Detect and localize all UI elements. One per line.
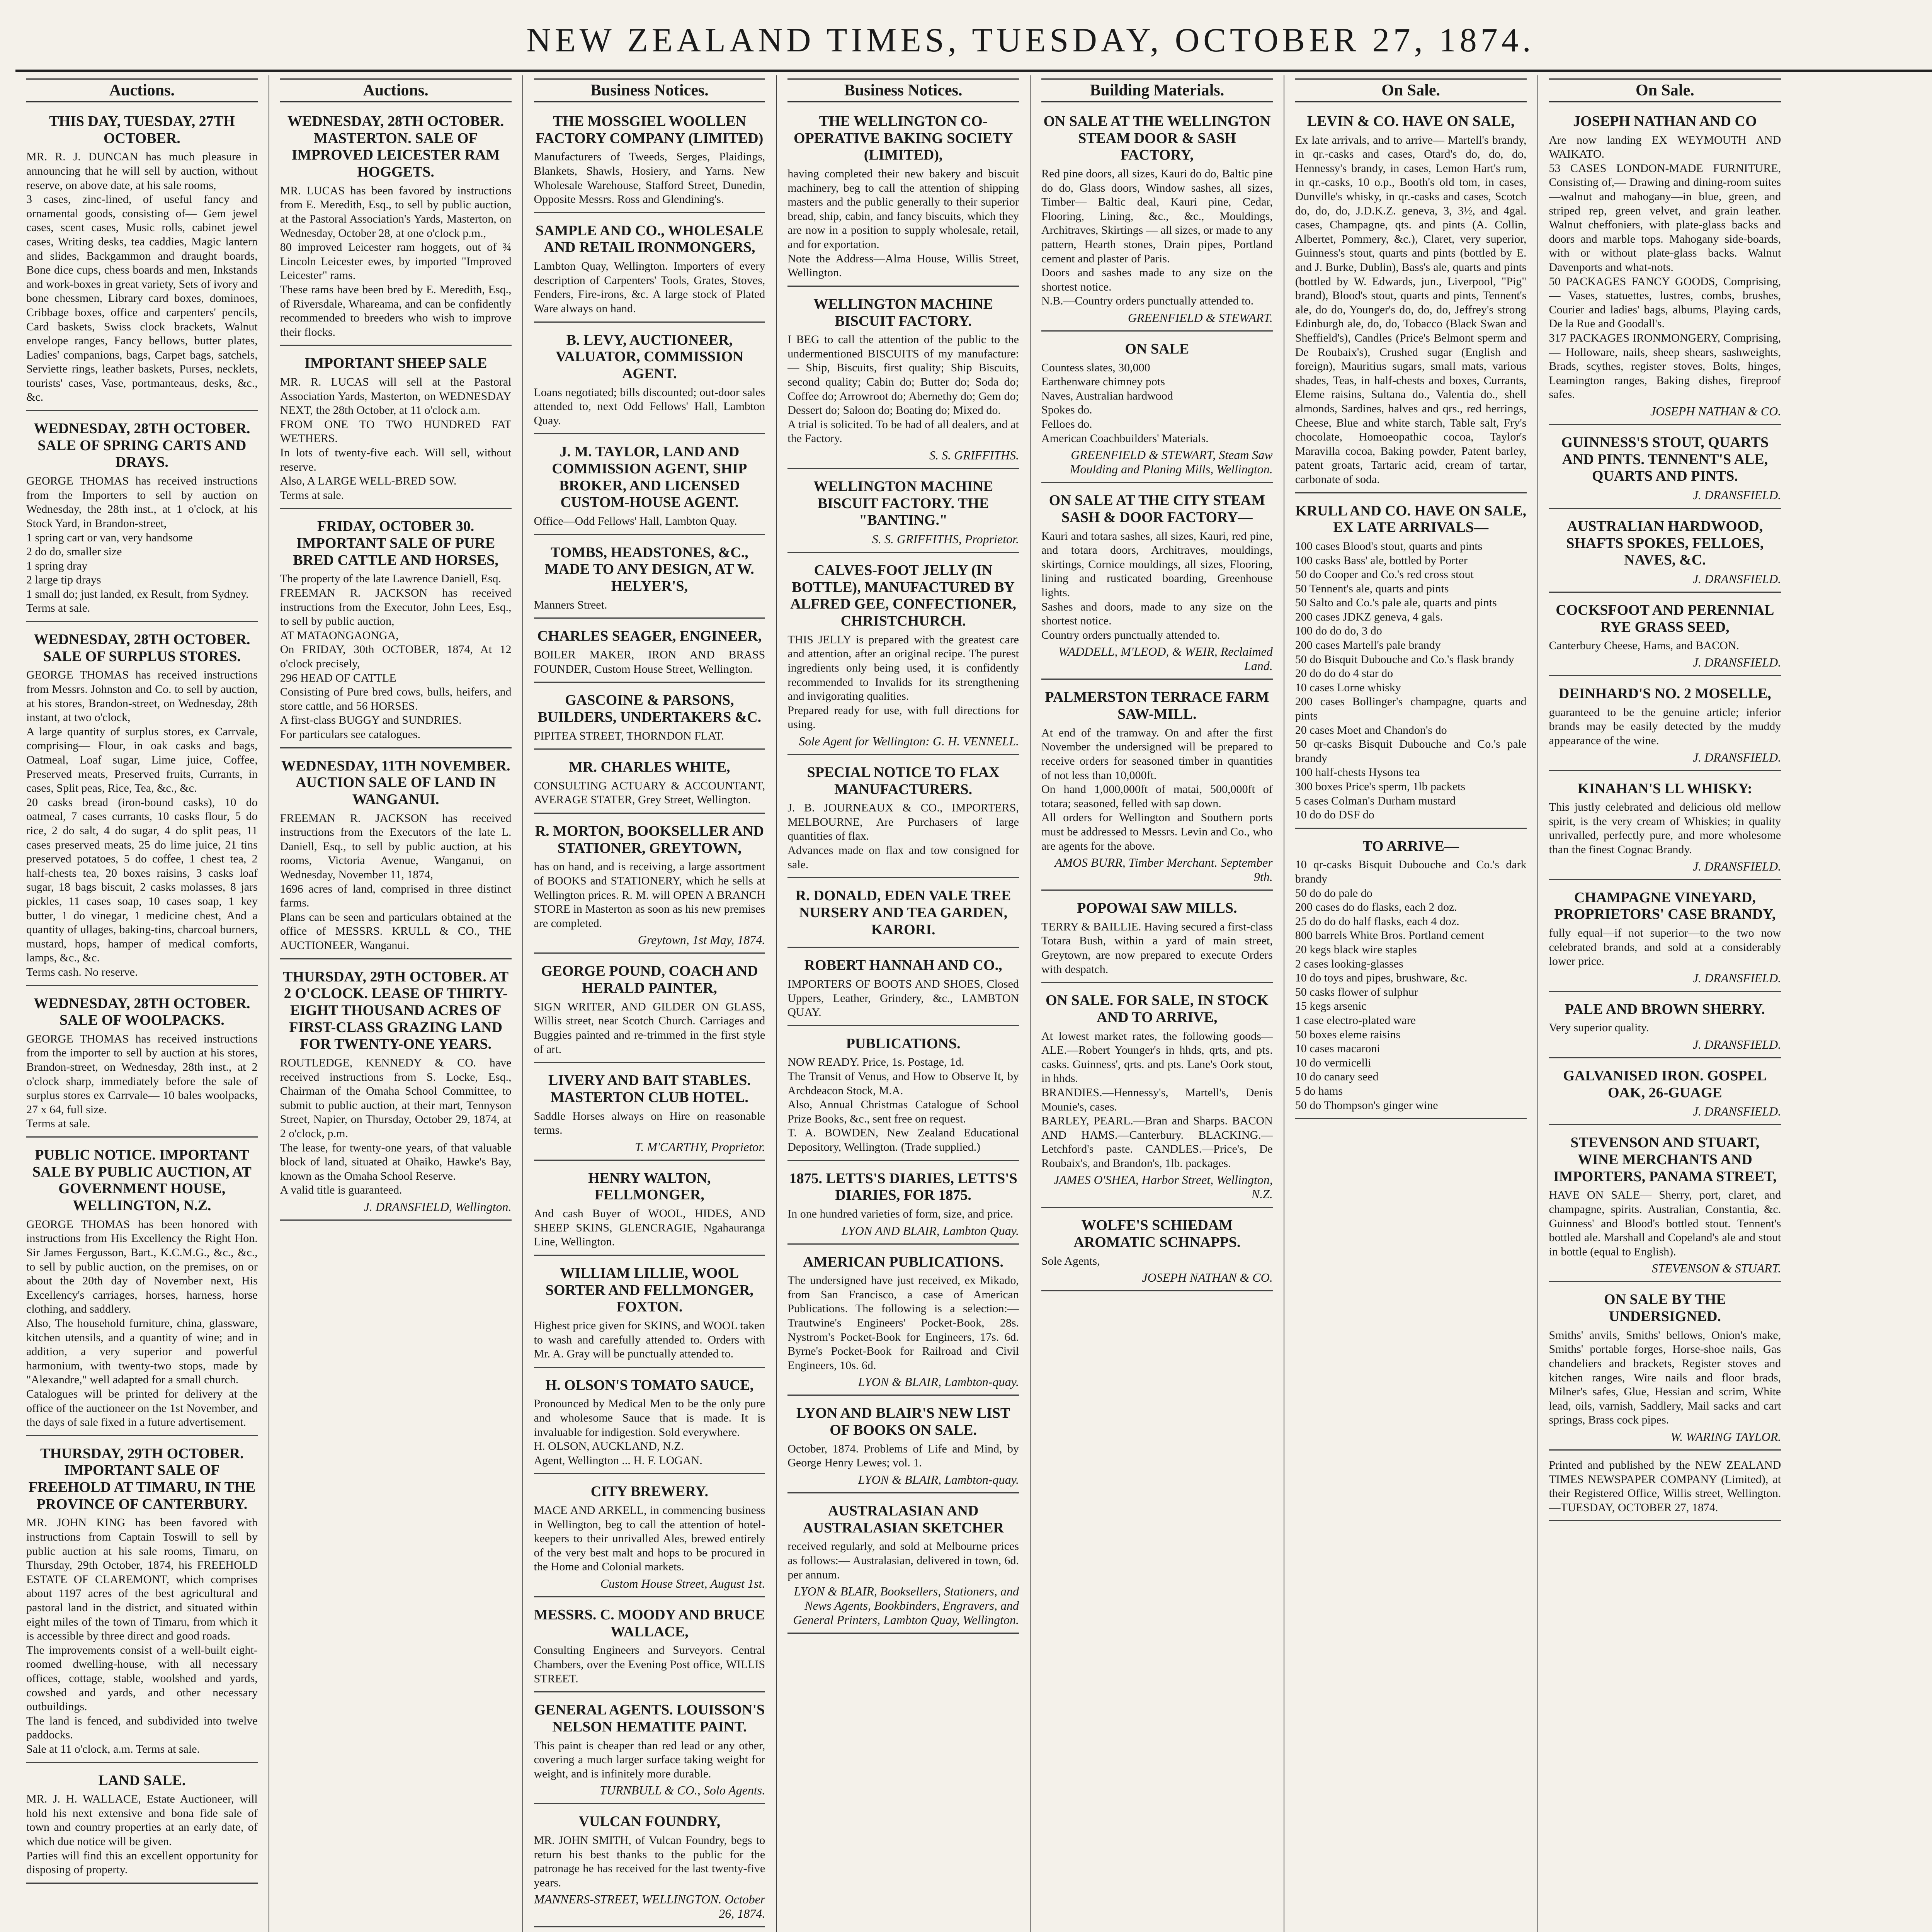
advertisement-heading: GEORGE POUND, COACH AND HERALD PAINTER, xyxy=(541,963,758,997)
advertisement-body: This paint is cheaper than red lead or any other, covering a much larger surface taking weight for weight, and is infinitely more durable. xyxy=(534,1739,765,1780)
advertisement-heading: ON SALE. FOR SALE, IN STOCK AND TO ARRIVE, xyxy=(1045,992,1269,1026)
advertisement-heading: LEVIN & CO. HAVE ON SALE, xyxy=(1307,113,1515,129)
advertisement xyxy=(1549,429,1781,509)
advertisement xyxy=(1549,884,1781,992)
advertisement-body: MR. R. LUCAS will sell at the Pastoral Association Yards, Masterton, on WEDNESDAY NEXT, the 28th October, at 11 o'clock a.m. FROM ONE TO TWO HUNDRED FAT WETHERS. In lots of twenty-five each. Will sell, without reserve. Also, A LARGE WELL-BRED SOW. Terms at sale. xyxy=(280,375,512,502)
advertisement-heading: COCKSFOOT AND PERENNIAL RYE GRASS SEED, xyxy=(1556,602,1774,635)
advertisement-body: Ex late arrivals, and to arrive— Martell's brandy, in qr.-casks and cases, Otard's do, do, do, Hennessy's brandy, in cases, Lemon Hart's rum, in qr.-casks, 10 o.p., Booth's old tom, in cases, Dunville's whisky, in qr.-casks and cases, Scotch do, do, do, J.D.K.Z. geneva, 3, 3½, and 4gal. cases, Champagne, qts. and pints (A. Collin, Albertet, Pommery, &c.), Claret, very superior, Guinness's stout, quarts and pints (bottled by E. and J. Burke, Dublin), Bass's ale, quarts and pints (bottled by W. Edwards, jun., Liverpool, "Pig" brand), Blood's stout, quarts and pints, Tennent's ale, do do, Younger's do, do, do, Jeffrey's strong Edinburgh ale, do, do, Tobacco (Black Swan and Sheffield's), Candles (Price's Belmont sperm and De Roubaix's), Crushed sugar (English and foreign), Mauritius sugars, small mats, various shades, Teas, in half-chests and boxes, Currants, Eleme raisins, Sultana do., Valentia do., shell almonds, Sardines, halves and qrs., red herrings, Cheese, Blue and white starch, Table salt, Fry's chocolate, Homoeopathic cocoa, Taylor's Maravilla cocoa, Baking powder, Patent barley, patent groats, Tartaric acid, cream of tartar, carbonate of soda. xyxy=(1295,133,1527,486)
advertisement-sign: J. DRANSFIELD. xyxy=(1692,1037,1781,1052)
advertisement-heading: MESSRS. C. MOODY AND BRUCE WALLACE, xyxy=(534,1607,765,1640)
advertisement xyxy=(534,1696,765,1804)
advertisement xyxy=(1549,1454,1781,1521)
section-heading: Auctions. xyxy=(280,78,512,102)
advertisement xyxy=(1041,684,1273,891)
advertisement-sign: W. WARING TAYLOR. xyxy=(1670,1429,1781,1444)
advertisement-sign: J. DRANSFIELD. xyxy=(1692,572,1781,586)
advertisement-body: NOW READY. Price, 1s. Postage, 1d. The Transit of Venus, and How to Observe It, by Archdeacon Stock, M.A. Also, Annual Christmas Catalogue of School Prize Books, &c., sent free on request. T. A. BOWDEN, New Zealand Educational Depository, Wellington. (Trade supplied.) xyxy=(787,1056,1019,1154)
advertisement-body: MR. R. J. DUNCAN has much pleasure in announcing that he will sell by auction, without reserve, on above date, at his sale rooms, 3 cases, zinc-lined, of useful fancy and ornamental goods, consisting of— Gem jewel cases, scent cases, Music rolls, cabinet jewel cases, Writing desks, tea caddies, Magic lantern and slides, Backgammon and draught boards, Bone dice cups, chess boards and men, Inkstands and work-boxes in great variety, Sets of ivory and bone chessmen, Library card boxes, dominoes, Cribbage boxes, office and carpenters' pencils, Card baskets, Swiss clock brackets, Walnut envelope ranges, Fancy bellows, butter plates, Ladies' companions, bags, Carpet bags, satchels, Serviette rings, leather baskets, Purses, necklets, tourists' cases, Vase, portmanteaus, desks, &c., &c. xyxy=(26,150,258,404)
advertisement xyxy=(1549,1129,1781,1282)
advertisement xyxy=(1549,513,1781,593)
advertisement-heading: J. M. TAYLOR, LAND AND COMMISSION AGENT, SHIP BROKER, AND LICENSED CUSTOM-HOUSE AGENT. xyxy=(552,444,747,511)
advertisement-heading: GASCOINE & PARSONS, BUILDERS, UNDERTAKERS &C. xyxy=(537,692,762,725)
advertisement xyxy=(26,1141,258,1436)
advertisement-heading: AUSTRALASIAN AND AUSTRALASIAN SKETCHER xyxy=(803,1503,1004,1536)
advertisement xyxy=(787,1165,1019,1245)
advertisement-body: Manners Street. xyxy=(534,598,607,611)
section-heading: Building Materials. xyxy=(1041,78,1273,102)
column-4 xyxy=(777,75,1031,1932)
advertisement-body: GEORGE THOMAS has received instructions from Messrs. Johnston and Co. to sell by auction, at his stores, Brandon-street, on Wednesday, 28th instant, at two o'clock, A large quantity of surplus stores, ex Carrvale, comprising— Flour, in oak casks and bags, Oatmeal, Loaf sugar, Lime juice, Coffee, Preserved meats, Preserved fruits, Currants, in cases, Split peas, Rice, Tea, &c., &c. 20 casks bread (iron-bound casks), 10 do oatmeal, 7 cases currants, 10 casks flour, 5 do rice, 2 do salt, 4 do sugar, 4 do split peas, 11 cases preserved meats, 25 do lime juice, 21 tins preserved potatoes, 5 do coffee, 1 chest tea, 2 half-chests tea, 20 boxes raisins, 3 casks loaf sugar, 18 bags biscuit, 2 casks molasses, 8 jars pickles, 11 cases soap, 10 cases soap, 1 key butter, 1 do vinegar, 1 medicine chest, And a quantity of ullages, baking-tins, charcoal burners, mustard, hops, hamper of medical comforts, lamps, &c., &c. Terms cash. No reserve. xyxy=(26,668,258,978)
advertisement-heading: ON SALE AT THE CITY STEAM SASH & DOOR FACTORY— xyxy=(1049,492,1265,526)
advertisement xyxy=(787,108,1019,287)
advertisement xyxy=(1549,1286,1781,1451)
advertisement-sign: J. DRANSFIELD. xyxy=(1692,488,1781,502)
advertisement-heading: SPECIAL NOTICE TO FLAX MANUFACTURERS. xyxy=(807,764,1000,798)
advertisement-sign: JAMES O'SHEA, Harbor Street, Wellington, N.Z. xyxy=(1053,1173,1273,1201)
advertisement-body: SIGN WRITER, AND GILDER ON GLASS, Willis street, near Scotch Church. Carriages and Buggies painted and re-trimmed in the first style of art. xyxy=(534,1000,765,1056)
advertisement xyxy=(280,350,512,509)
advertisement xyxy=(26,990,258,1138)
advertisement-heading: 1875. LETTS'S DIARIES, LETTS'S DIARIES, FOR 1875. xyxy=(789,1170,1017,1204)
advertisement-body: At lowest market rates, the following goods— ALE.—Robert Younger's in hhds, qrts, and pts. casks. Guinness', qrts. and pts. Lane's Oork stout, in hhds. BRANDIES.—Hennessy's, Martell's, Denis Mounie's, cases. BARLEY, PEARL.—Bran and Sharps. BACON AND HAMS.—Canterbury. BLACKING.—Letchford's paste. CANDLES.—Price's, De Roubaix's, and Brandon's, 1lb. packages. xyxy=(1041,1029,1273,1170)
advertisement-heading: PUBLIC NOTICE. IMPORTANT SALE BY PUBLIC AUCTION, AT GOVERNMENT HOUSE, WELLINGTON, N.Z. xyxy=(32,1147,252,1214)
advertisement xyxy=(534,1808,765,1927)
advertisement-sign: Sole Agent for Wellington: G. H. VENNELL. xyxy=(799,734,1019,748)
advertisement xyxy=(1041,487,1273,680)
advertisement-heading: R. DONALD, EDEN VALE TREE NURSERY AND TEA GARDEN, KARORI. xyxy=(795,888,1011,938)
advertisement xyxy=(280,963,512,1221)
advertisement-heading: AMERICAN PUBLICATIONS. xyxy=(803,1253,1003,1270)
advertisement xyxy=(787,1400,1019,1493)
advertisement-heading: STEVENSON AND STUART, WINE MERCHANTS AND IMPORTERS, PANAMA STREET, xyxy=(1553,1134,1777,1185)
column-6 xyxy=(1284,75,1538,1932)
advertisement-body: Pronounced by Medical Men to be the only pure and wholesome Sauce that is made. It is invaluable for indigestion. Sold everywhere. H. OLSON, AUCKLAND, N.Z. Agent, Wellington ... H. F. LOGAN. xyxy=(534,1397,765,1467)
column-3 xyxy=(523,75,777,1932)
advertisement xyxy=(26,415,258,622)
advertisement-body: BOILER MAKER, IRON AND BRASS FOUNDER, Custom House Street, Wellington. xyxy=(534,648,765,675)
advertisement-sign: T. M'CARTHY, Proprietor. xyxy=(634,1139,765,1154)
advertisement-sign: LYON & BLAIR, Booksellers, Stationers, and News Agents, Bookbinders, Engravers, and General Printers, Lambton Quay, Wellington. xyxy=(793,1584,1019,1627)
advertisement xyxy=(534,622,765,683)
advertisement-heading: WOLFE'S SCHIEDAM AROMATIC SCHNAPPS. xyxy=(1073,1217,1241,1251)
advertisement-body: At end of the tramway. On and after the first November the undersigned will be prepared to receive orders for seasoned timber in quantities of not less than 10,000ft. On hand 1,000,000ft of matai, 500,000ft of totara; seasoned, felled with sap down. All orders for Wellington and Southern ports must be addressed to Messrs. Levin and Co., who are agents for the above. xyxy=(1041,726,1273,852)
advertisement-heading: THE WELLINGTON CO-OPERATIVE BAKING SOCIETY (LIMITED), xyxy=(793,113,1013,163)
advertisement xyxy=(1295,833,1527,1119)
advertisement-sign: STEVENSON & STUART. xyxy=(1651,1261,1781,1276)
advertisement-body: Very superior quality. xyxy=(1549,1021,1649,1034)
advertisement-body: ROUTLEDGE, KENNEDY & CO. have received instructions from S. Locke, Esq., Chairman of the Omaha School Committee, to submit to public auction, at their mart, Tennyson Street, Napier, on Thursday, October 29, 1874, at 2 o'clock, p.m. The lease, for twenty-one years, of that valuable block of land, situated at Ohaiko, Hawke's Bay, known as the Omaha School Reserve. A valid title is guaranteed. xyxy=(280,1056,512,1197)
advertisement xyxy=(534,818,765,954)
advertisement-heading: HENRY WALTON, FELLMONGER, xyxy=(588,1170,711,1203)
advertisement xyxy=(534,957,765,1063)
advertisement-body: IMPORTERS OF BOOTS AND SHOES, Closed Uppers, Leather, Grindery, &c., LAMBTON QUAY. xyxy=(787,978,1019,1019)
advertisement-heading: MR. CHARLES WHITE, xyxy=(569,759,730,776)
advertisement xyxy=(1549,597,1781,676)
advertisement-heading: ON SALE BY THE UNDERSIGNED. xyxy=(1604,1291,1726,1325)
advertisement-body: Highest price given for SKINS, and WOOL taken to wash and carefully attended to. Orders with Mr. A. Gray will be punctually attended to. xyxy=(534,1319,765,1361)
advertisement-heading: TOMBS, HEADSTONES, &C., MADE TO ANY DESIGN, AT W. HELYER'S, xyxy=(545,544,754,595)
advertisement-sign: TURNBULL & CO., Solo Agents. xyxy=(600,1783,765,1798)
advertisement xyxy=(1295,497,1527,829)
advertisement-body: Printed and published by the NEW ZEALAND TIMES NEWSPAPER COMPANY (Limited), at their Registered Office, Willis street, Wellington.—TUESDAY, OCTOBER 27, 1874. xyxy=(1549,1458,1781,1514)
advertisement xyxy=(787,1248,1019,1396)
advertisement-heading: PALMERSTON TERRACE FARM SAW-MILL. xyxy=(1045,689,1269,723)
advertisement-sign: Custom House Street, August 1st. xyxy=(600,1577,765,1591)
advertisement-heading: WEDNESDAY, 28TH OCTOBER. SALE OF WOOLPACKS. xyxy=(34,995,250,1029)
advertisement-body: Saddle Horses always on Hire on reasonable terms. xyxy=(534,1109,765,1137)
advertisement-heading: ON SALE AT THE WELLINGTON STEAM DOOR & SASH FACTORY, xyxy=(1043,113,1271,163)
advertisement xyxy=(280,752,512,959)
advertisement-heading: ROBERT HANNAH AND CO., xyxy=(804,957,1002,974)
advertisement-body: Canterbury Cheese, Hams, and BACON. xyxy=(1549,639,1739,652)
advertisement-heading: IMPORTANT SHEEP SALE xyxy=(304,355,487,372)
advertisement xyxy=(787,759,1019,878)
advertisement-sign: JOSEPH NATHAN & CO. xyxy=(1142,1270,1273,1285)
advertisement-body: This justly celebrated and delicious old mellow spirit, is the very cream of Whiskies; in quality unrivalled, perfectly pure, and more wholesome than the finest Cognac Brandy. xyxy=(1549,801,1781,856)
advertisement-heading: WEDNESDAY, 28TH OCTOBER. SALE OF SURPLUS STORES. xyxy=(34,631,250,665)
advertisement xyxy=(26,1440,258,1763)
advertisement xyxy=(1549,680,1781,771)
advertisement xyxy=(1041,335,1273,483)
advertisement-body: Smiths' anvils, Smiths' bellows, Onion's make, Smiths' portable forges, Horse-shoe nails, Gas chandeliers and brackets, Register stoves and kitchen ranges, Wire nails and floor brads, Milner's safes, Glue, Hessian and scrim, White lead, oils, varnish, Saddlery, Mail sacks and cart springs, Brass cock pipes. xyxy=(1549,1328,1781,1427)
advertisement xyxy=(787,952,1019,1026)
advertisement-body: MR. J. H. WALLACE, Estate Auctioneer, will hold his next extensive and bona fide sale of town and country properties at an early date, of which due notice will be given. Parties will find this an excellent opportunity for disposing of property. xyxy=(26,1793,258,1876)
advertisement xyxy=(1549,775,1781,880)
advertisement-body: In one hundred varieties of form, size, and price. xyxy=(787,1208,1014,1220)
advertisement-heading: FRIDAY, OCTOBER 30. IMPORTANT SALE OF PURE BRED CATTLE AND HORSES, xyxy=(293,518,498,568)
advertisement-heading: GUINNESS'S STOUT, QUARTS AND PINTS. TENNENT'S ALE, QUARTS AND PINTS. xyxy=(1561,434,1769,485)
advertisement xyxy=(1041,987,1273,1208)
advertisement-body: MR. JOHN KING has been favored with instructions from Captain Toswill to sell by public auction at his sale rooms, Timaru, on Thursday, 29th October, 1874, his FREEHOLD ESTATE OF CLAREMONT, which comprises about 1197 acres of the best agricultural and pastoral land in the district, and situated within eight miles of the town of Timaru, from which it is accessible by three direct and good roads. The improvements consist of a well-built eight-roomed dwelling-house, with all necessary offices, cottage, stable, woolshed and yards, cowshed and yards, and other necessary outbuildings. The land is fenced, and subdivided into twelve paddocks. Sale at 11 o'clock, a.m. Terms at sale. xyxy=(26,1516,258,1755)
advertisement-sign: GREENFIELD & STEWART, Steam Saw Moulding and Planing Mills, Wellington. xyxy=(1070,448,1273,476)
advertisement xyxy=(787,473,1019,553)
advertisement-heading: PUBLICATIONS. xyxy=(846,1035,961,1052)
advertisement xyxy=(787,882,1019,948)
advertisement xyxy=(1549,108,1781,425)
advertisement-heading: WEDNESDAY, 28TH OCTOBER. MASTERTON. SALE OF IMPROVED LEICESTER RAM HOGGETS. xyxy=(287,113,504,180)
advertisement xyxy=(1549,1062,1781,1125)
advertisement-body: Sole Agents, xyxy=(1041,1254,1100,1267)
advertisement-body: THIS JELLY is prepared with the greatest care and attention, after an original recipe. The purest ingredients only being used, it is confidently recommended to Invalids for its strengthening and invigorating qualities. Prepared ready for use, with full directions for using. xyxy=(787,633,1019,731)
advertisement-body: Loans negotiated; bills discounted; out-door sales attended to, next Odd Fellows' Hall, Lambton Quay. xyxy=(534,386,765,427)
advertisement xyxy=(787,1497,1019,1634)
advertisement-sign: MANNERS-STREET, WELLINGTON. October 26, 1874. xyxy=(534,1892,765,1921)
advertisement-body: received regularly, and sold at Melbourne prices as follows:— Australasian, delivered in town, 6d. per annum. xyxy=(787,1540,1019,1581)
advertisement xyxy=(1041,1212,1273,1291)
advertisement xyxy=(534,327,765,435)
advertisement-body: having completed their new bakery and biscuit machinery, beg to call the attention of shipping masters and the public generally to their superior bread, ship, cabin, and fancy biscuits, which they are now in a position to supply wholesale, retail, and for exportation. Note the Address—Alma House, Willis Street, Wellington. xyxy=(787,167,1019,279)
advertisement xyxy=(1295,108,1527,493)
advertisement-heading: R. MORTON, BOOKSELLER AND STATIONER, GREYTOWN, xyxy=(535,823,764,856)
section-heading: Business Notices. xyxy=(534,78,765,102)
advertisement xyxy=(534,1601,765,1692)
column-2 xyxy=(269,75,523,1932)
advertisement-heading: KINAHAN'S LL WHISKY: xyxy=(1577,780,1752,797)
advertisement-body: GEORGE THOMAS has been honored with instructions from His Excellency the Right Hon. Sir James Fergusson, Bart., K.C.M.G., &c., &c., to sell by public auction, on the premises, on or about the 20th day of November next, His Excellency's carriages, horses, harness, horse clothing, and saddlery. Also, The household furniture, china, glassware, kitchen utensils, and a quantity of wine; and in addition, a very superior and powerful harmonium, with twenty-two stops, made by "Alexandre," well adapted for a small church. Catalogues will be printed for delivery at the office of the auctioneer on the 1st November, and the days of sale fixed in a future advertisement. xyxy=(26,1218,258,1429)
advertisement-heading: CHARLES SEAGER, ENGINEER, xyxy=(537,628,762,645)
advertisement xyxy=(534,108,765,213)
advertisement-heading: THURSDAY, 29TH OCTOBER. IMPORTANT SALE OF FREEHOLD AT TIMARU, IN THE PROVINCE OF CANTERBURY. xyxy=(28,1445,256,1512)
advertisement-body: 10 qr-casks Bisquit Dubouche and Co.'s dark brandy 50 do do pale do 200 cases do do flasks, each 2 doz. 25 do do do half flasks, each 4 doz. 800 barrels White Bros. Portland cement 20 kegs black wire staples 2 cases looking-glasses 10 do toys and pipes, brushware, &c. 50 casks flower of sulphur 15 kegs arsenic 1 case electro-plated ware 50 boxes eleme raisins 10 cases macaroni 10 do vermicelli 10 do canary seed 5 do hams 50 do Thompson's ginger wine xyxy=(1295,858,1527,1112)
advertisement-heading: WILLIAM LILLIE, WOOL SORTER AND FELLMONGER, FOXTON. xyxy=(545,1265,753,1315)
advertisement-sign: S. S. GRIFFITHS, Proprietor. xyxy=(872,532,1019,546)
advertisement xyxy=(534,1478,765,1597)
advertisement-heading: SAMPLE AND CO., WHOLESALE AND RETAIL IRONMONGERS, xyxy=(536,222,764,256)
advertisement-sign: Greytown, 1st May, 1874. xyxy=(638,933,765,947)
advertisement-heading: CITY BREWERY. xyxy=(590,1483,708,1500)
advertisement-sign: J. DRANSFIELD, Wellington. xyxy=(364,1199,512,1214)
advertisement xyxy=(787,557,1019,755)
advertisement-sign: J. DRANSFIELD. xyxy=(1692,655,1781,670)
section-heading: On Sale. xyxy=(1295,78,1527,102)
advertisement-sign: GREENFIELD & STEWART. xyxy=(1128,311,1273,325)
advertisement-body: I BEG to call the attention of the public to the undermentioned BISCUITS of my manufacture:— Ship, Biscuits, first quality; Ship Biscuits, second quality; Cabin do; Butter do; Soda do; Coffee do; Arrowroot do; Abernethy do; Gem do; Dessert do; Saloon do; Boating do; Mixed do. A trial is solicited. To be had of all dealers, and at the Factory. xyxy=(787,333,1019,445)
advertisement-sign: AMOS BURR, Timber Merchant. September 9th. xyxy=(1054,855,1273,884)
advertisement-sign: S. S. GRIFFITHS. xyxy=(929,448,1019,462)
advertisement-heading: KRULL AND CO. HAVE ON SALE, EX LATE ARRIVALS— xyxy=(1295,502,1527,536)
advertisement-body: Kauri and totara sashes, all sizes, Kauri, red pine, and totara doors, Architraves, mouldings, skirtings, Cornice mouldings, all sizes, Flooring, lining and rusticated boarding, Greenhouse lights. Sashes and doors, made to any size on the shortest notice. Country orders punctually attended to. xyxy=(1041,529,1273,641)
advertisement-sign: J. DRANSFIELD. xyxy=(1692,859,1781,873)
advertisement xyxy=(534,1165,765,1256)
advertisement-heading: CALVES-FOOT JELLY (IN BOTTLE), MANUFACTURED BY ALFRED GEE, CONFECTIONER, CHRISTCHURCH. xyxy=(790,562,1017,629)
advertisement xyxy=(280,108,512,346)
advertisement-sign: LYON AND BLAIR, Lambton Quay. xyxy=(841,1223,1019,1238)
advertisement-body: Office—Odd Fellows' Hall, Lambton Quay. xyxy=(534,515,737,528)
advertisement-heading: GALVANISED IRON. GOSPEL OAK, 26-GUAGE xyxy=(1563,1068,1767,1101)
advertisement-body: CONSULTING ACTUARY & ACCOUNTANT, AVERAGE STATER, Grey Street, Wellington. xyxy=(534,779,765,806)
advertisement-heading: LIVERY AND BAIT STABLES. MASTERTON CLUB HOTEL. xyxy=(548,1072,751,1105)
advertisement xyxy=(534,1372,765,1475)
advertisement-body: FREEMAN R. JACKSON has received instructions from the Executors of the late L. Daniell, Esq., to sell by public auction, at his rooms, Victoria Avenue, Wanganui, on Wednesday, November 11, 1874, 1696 acres of land, comprised in three distinct farms. Plans can be seen and particulars obtained at the office of MESSRS. KRULL & CO., THE AUCTIONEER, Wanganui. xyxy=(280,811,512,952)
advertisement xyxy=(534,1067,765,1161)
advertisement-body: PIPITEA STREET, THORNDON FLAT. xyxy=(534,729,724,742)
column-7 xyxy=(1538,75,1792,1932)
advertisement-heading: THURSDAY, 29TH OCTOBER. AT 2 O'CLOCK. LEASE OF THIRTY-EIGHT THOUSAND ACRES OF FIRST-CLASS GRAZING LAND FOR TWENTY-ONE YEARS. xyxy=(283,968,509,1053)
column-5 xyxy=(1031,75,1284,1932)
advertisement-body: Lambton Quay, Wellington. Importers of every description of Carpenters' Tools, Grates, Stoves, Fenders, Fire-irons, &c. A large stock of Plated Ware always on hand. xyxy=(534,260,765,315)
advertisement-body: fully equal—if not superior—to the two now celebrated brands, and sold at a considerably lower price. xyxy=(1549,926,1781,968)
advertisement-heading: LYON AND BLAIR'S NEW LIST OF BOOKS ON SALE. xyxy=(796,1405,1010,1439)
advertisement-sign: LYON & BLAIR, Lambton-quay. xyxy=(858,1473,1019,1486)
advertisement-body: Red pine doors, all sizes, Kauri do do, Baltic pine do do, Glass doors, Window sashes, all sizes, Timber— Baltic deal, Kauri pine, Cedar, Flooring, Lining, &c., &c., Mouldings, Architraves, Skirtings — all sizes, or made to any pattern, Hearth stones, Drain pipes, Portland cement and plaster of Paris. Doors and sashes made to any size on the shortest notice. N.B.—Country orders punctually attended to. xyxy=(1041,167,1273,308)
advertisement-body: MR. LUCAS has been favored by instructions from E. Meredith, Esq., to sell by public auction, at the Pastoral Association's Yards, Masterton, on Wednesday, October 28, at one o'clock p.m., 80 improved Leicester ram hoggets, out of ¾ Lincoln Leicester ewes, by imported "Improved Leicester" rams. These rams have been bred by E. Meredith, Esq., of Riversdale, Whareama, and can be confidently recommended to breeders who wish to improve their flocks. xyxy=(280,184,512,338)
advertisement-body: Are now landing EX WEYMOUTH AND WAIKATO. 53 CASES LONDON-MADE FURNITURE, Consisting of,— Drawing and dining-room suites—walnut and mahogany—in blue, green, and striped rep, green velvet, and grain leather. Walnut cheffoniers, with plate-glass backs and doors and marble tops. Mahogany side-boards, with or without plate-glass backs. Walnut Davenports and what-nots. 50 PACKAGES FANCY GOODS, Comprising,— Vases, statuettes, lustres, combs, brushes, Courier and ladies' bags, albums, Playing cards, De la Rue and Goodall's. 317 PACKAGES IRONMONGERY, Comprising,— Holloware, nails, sheep shears, sashweights, Brads, scythes, register stoves, Bolts, hinges, Leamington ranges, Baking dishes, fireproof safes. xyxy=(1549,133,1781,401)
advertisement-sign: J. DRANSFIELD. xyxy=(1692,971,1781,985)
column-1 xyxy=(15,75,269,1932)
advertisement-heading: LAND SALE. xyxy=(98,1772,186,1789)
advertisement-heading: GENERAL AGENTS. LOUISSON'S NELSON HEMATITE PAINT. xyxy=(534,1702,765,1735)
advertisement-body: 100 cases Blood's stout, quarts and pints 100 casks Bass' ale, bottled by Porter 50 do Cooper and Co.'s red cross stout 50 Tennent's ale, quarts and pints 50 Salto and Co.'s pale ale, quarts and pints 200 cases JDKZ geneva, 4 gals. 100 do do do, 3 do 200 cases Martell's pale brandy 50 do Bisquit Dubouche and Co.'s flask brandy 20 do do do 4 star do 10 cases Lorne whisky 200 cases Bollinger's champagne, quarts and pints 20 cases Moet and Chandon's do 50 qr-casks Bisquit Dubouche and Co.'s pale brandy 100 half-chests Hysons tea 300 boxes Price's sperm, 1lb packets 5 cases Colman's Durham mustard 10 do do DSF do xyxy=(1295,539,1527,821)
advertisement-heading: CHAMPAGNE VINEYARD, PROPRIETORS' CASE BRANDY, xyxy=(1554,889,1776,923)
advertisement-body: GEORGE THOMAS has received instructions from the importer to sell by auction at his stores, Brandon-street, on Wednesday, 28th inst., at 2 o'clock sharp, immediately before the sale of surplus stores ex Carrvale— 10 bales woolpacks, 27 x 64, full size. Terms at sale. xyxy=(26,1032,258,1130)
advertisement-body: J. B. JOURNEAUX & CO., IMPORTERS, MELBOURNE, Are Purchasers of large quantities of flax. Advances made on flax and tow consigned for sale. xyxy=(787,801,1019,871)
advertisement xyxy=(534,539,765,619)
advertisement-body: Consulting Engineers and Surveyors. Central Chambers, over the Evening Post office, WILLIS STREET. xyxy=(534,1644,765,1685)
advertisement-body: Countess slates, 30,000 Earthenware chimney pots Naves, Australian hardwood Spokes do. Felloes do. American Coachbuilders' Materials. xyxy=(1041,361,1209,445)
newspaper-columns xyxy=(15,75,1932,1932)
advertisement-sign: WADDELL, M'LEOD, & WEIR, Reclaimed Land. xyxy=(1058,645,1273,673)
advertisement-sign: LYON & BLAIR, Lambton-quay. xyxy=(858,1375,1019,1389)
advertisement-heading: WELLINGTON MACHINE BISCUIT FACTORY. xyxy=(813,296,993,329)
advertisement-body: guaranteed to be the genuine article; inferior brands may be easily detected by the muddy appearance of the wine. xyxy=(1549,706,1781,747)
advertisement xyxy=(1041,108,1273,332)
advertisement-body: has on hand, and is receiving, a large assortment of BOOKS and STATIONERY, which he sells at Wellington prices. R. M. will OPEN A BRANCH STORE in Masterton as soon as his new premises are completed. xyxy=(534,860,765,930)
advertisement-body: HAVE ON SALE— Sherry, port, claret, and champagne, spirits. Australian, Constantia, &c. Guinness' and Blood's bottled stout. Tennent's bottled ale. Marshall and Copeland's ale and stout in bottle (equal to English). xyxy=(1549,1189,1781,1258)
advertisement-body: The property of the late Lawrence Daniell, Esq. FREEMAN R. JACKSON has received instructions from the Executor, John Lees, Esq., to sell by public auction, AT MATAONGAONGA, On FRIDAY, 30th OCTOBER, 1874, At 12 o'clock precisely, 296 HEAD OF CATTLE Consisting of Pure bred cows, bulls, heifers, and store cattle, and 56 HORSES. A first-class BUGGY and SUNDRIES. For particulars see catalogues. xyxy=(280,572,512,741)
advertisement-heading: WEDNESDAY, 11TH NOVEMBER. AUCTION SALE OF LAND IN WANGANUI. xyxy=(281,757,510,808)
section-heading: Business Notices. xyxy=(787,78,1019,102)
advertisement xyxy=(534,217,765,323)
advertisement xyxy=(534,753,765,814)
advertisement xyxy=(1549,996,1781,1058)
advertisement-body: MR. JOHN SMITH, of Vulcan Foundry, begs to return his best thanks to the public for the patronage he has received for the last twenty-five years. xyxy=(534,1834,765,1889)
advertisement-body: October, 1874. Problems of Life and Mind, by George Henry Lewes; vol. 1. xyxy=(787,1442,1019,1469)
advertisement-body: Manufacturers of Tweeds, Serges, Plaidings, Blankets, Shawls, Hosiery, and Yarns. New Wholesale Warehouse, Stafford Street, Dunedin, Opposite Messrs. Ross and Glendining's. xyxy=(534,150,765,206)
advertisement-heading: B. LEVY, AUCTIONEER, VALUATOR, COMMISSION AGENT. xyxy=(556,332,743,382)
advertisement xyxy=(26,1767,258,1884)
advertisement xyxy=(787,291,1019,469)
advertisement-sign: JOSEPH NATHAN & CO. xyxy=(1650,404,1781,418)
advertisement xyxy=(534,1260,765,1368)
section-heading: On Sale. xyxy=(1549,78,1781,102)
advertisement xyxy=(26,108,258,411)
advertisement-heading: THIS DAY, TUESDAY, 27TH OCTOBER. xyxy=(49,113,235,146)
advertisement xyxy=(534,687,765,750)
advertisement-sign: J. DRANSFIELD. xyxy=(1692,750,1781,764)
advertisement-sign: J. DRANSFIELD. xyxy=(1692,1104,1781,1119)
advertisement-body: MACE AND ARKELL, in commencing business in Wellington, beg to call the attention of hotel-keepers to their unrivalled Ales, brewed entirely of the very best malt and hops to be procured in the Home and Colonial markets. xyxy=(534,1504,765,1573)
advertisement-heading: THE MOSSGIEL WOOLLEN FACTORY COMPANY (LIMITED) xyxy=(536,113,764,146)
advertisement xyxy=(26,626,258,986)
advertisement-heading: POPOWAI SAW MILLS. xyxy=(1077,900,1237,917)
section-heading: Auctions. xyxy=(26,78,258,102)
advertisement-heading: AUSTRALIAN HARDWOOD, SHAFTS SPOKES, FELLOES, NAVES, &C. xyxy=(1566,518,1764,568)
advertisement-heading: ON SALE xyxy=(1125,341,1189,357)
newspaper-masthead: NEW ZEALAND TIMES, TUESDAY, OCTOBER 27, 1874. xyxy=(15,12,1932,72)
advertisement-heading: VULCAN FOUNDRY, xyxy=(578,1813,721,1830)
advertisement xyxy=(534,438,765,535)
advertisement-heading: PALE AND BROWN SHERRY. xyxy=(1565,1001,1765,1017)
advertisement-body: GEORGE THOMAS has received instructions from the Importers to sell by auction on Wednesday, the 28th inst., at 1 o'clock, at his Stock Yard, in Brandon-street, 1 spring cart or van, very handsome 2 do do, smaller size 1 spring dray 2 large tip drays 1 small do; just landed, ex Result, from Sydney. Terms at sale. xyxy=(26,474,258,615)
advertisement-body: And cash Buyer of WOOL, HIDES, AND SHEEP SKINS, GLENCRAGIE, Ngahauranga Line, Wellington. xyxy=(534,1207,765,1248)
advertisement-heading: H. OLSON'S TOMATO SAUCE, xyxy=(545,1377,754,1393)
advertisement-heading: WELLINGTON MACHINE BISCUIT FACTORY. THE "BANTING." xyxy=(813,478,993,529)
advertisement-heading: WEDNESDAY, 28TH OCTOBER. SALE OF SPRING CARTS AND DRAYS. xyxy=(34,420,250,471)
advertisement xyxy=(280,513,512,748)
advertisement-body: TERRY & BAILLIE. Having secured a first-class Totara Bush, within a yard of main street, Greytown, are now prepared to execute Orders with despatch. xyxy=(1041,920,1273,976)
advertisement-heading: TO ARRIVE— xyxy=(1362,838,1459,854)
advertisement xyxy=(1041,895,1273,983)
advertisement-heading: JOSEPH NATHAN AND CO xyxy=(1573,113,1757,129)
advertisement xyxy=(787,1030,1019,1161)
advertisement-body: The undersigned have just received, ex Mikado, from San Francisco, a case of American Publications. The following is a selection:— Trautwine's Engineers' Pocket-Book, 28s. Nystrom's Pocket-Book for Engineers, 17s. 6d. Byrne's Pocket-Book for Railroad and Civil Engineers, 10s. 6d. xyxy=(787,1274,1019,1372)
advertisement-heading: DEINHARD'S NO. 2 MOSELLE, xyxy=(1558,685,1771,702)
